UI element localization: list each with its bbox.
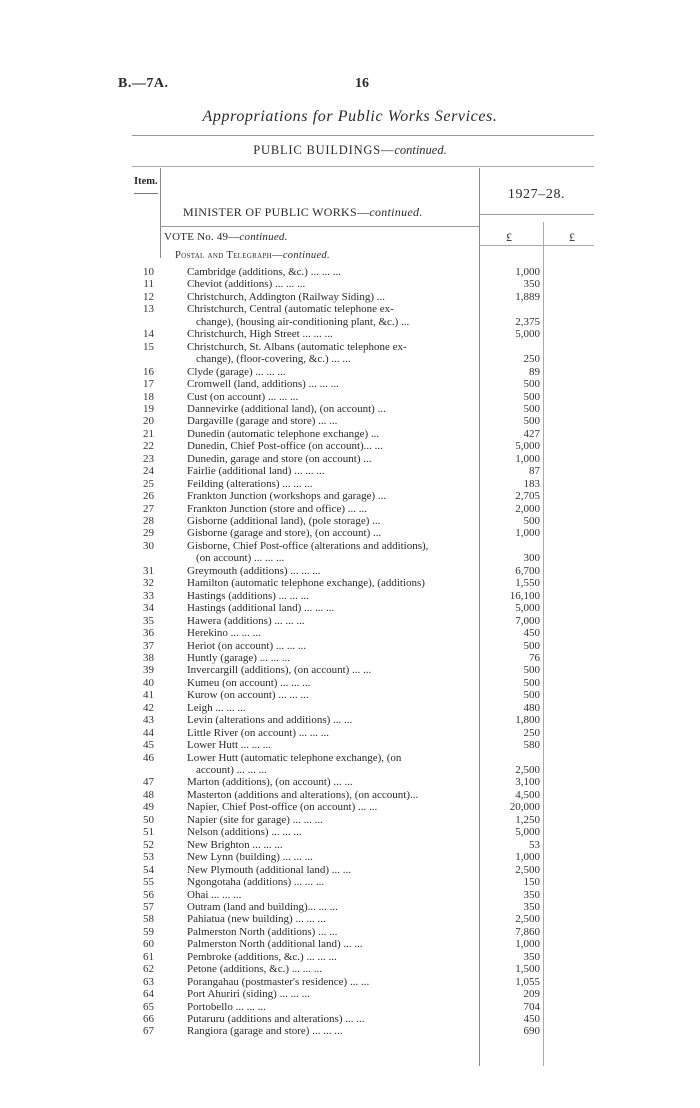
year-header: 1927–28. [507, 187, 566, 202]
item-amount: 1,000 [515, 266, 540, 278]
item-description: Greymouth (additions) ... ... ... [187, 564, 321, 577]
item-description: Cust (on account) ... ... ... [187, 390, 299, 403]
item-description: Lower Hutt (automatic telephone exchange), (on [187, 751, 402, 764]
item-number: 65 [143, 1000, 154, 1013]
item-number: 51 [143, 826, 154, 839]
item-description: Feilding (alterations) ... ... ... [187, 477, 313, 490]
item-number: 28 [143, 515, 154, 527]
item-description: Palmerston North (additional land) ... ... [187, 938, 363, 951]
item-column-header: Item. [134, 176, 158, 187]
item-description: Hastings (additional land) ... ... ... [187, 602, 335, 615]
subtitle-main: PUBLIC BUILDINGS— [253, 143, 395, 157]
item-amount: 5,000 [515, 328, 540, 341]
item-amount: 500 [523, 402, 540, 415]
item-description: Palmerston North (additions) ... ... [187, 925, 338, 938]
item-number: 64 [143, 988, 154, 1001]
table-row [0, 602, 700, 614]
currency-rule [479, 245, 594, 246]
item-description: Herekino ... ... ... [187, 627, 261, 640]
item-amount: 20,000 [509, 801, 540, 814]
item-number: 46 [143, 751, 154, 764]
minister-continued: continued. [369, 205, 423, 219]
item-amount: 1,055 [515, 975, 540, 988]
item-number: 16 [143, 365, 154, 378]
item-description: Dunedin, Chief Post-office (on account)... ... [187, 440, 383, 453]
table-row [0, 527, 700, 539]
table-row [0, 864, 700, 876]
item-number: 40 [143, 676, 154, 689]
item-amount: 427 [523, 427, 540, 440]
item-amount: 2,000 [515, 502, 540, 515]
item-number: 57 [143, 900, 154, 913]
item-description: Lower Hutt ... ... ... [187, 739, 272, 752]
item-number: 22 [143, 440, 154, 453]
minister-main: MINISTER OF PUBLIC WORKS— [183, 205, 370, 219]
table-row [0, 1013, 700, 1025]
table-row [0, 577, 700, 589]
table-row [0, 901, 700, 913]
item-amount: 5,000 [515, 826, 540, 839]
item-description: Dannevirke (additional land), (on account) ... [187, 402, 386, 415]
item-amount: 7,860 [515, 925, 540, 938]
item-number: 49 [143, 801, 154, 814]
table-row [0, 976, 700, 988]
item-amount: 500 [523, 664, 540, 677]
item-description: Frankton Junction (store and office) ... ... [187, 502, 368, 515]
item-description: change), (housing air-conditioning plant, &c.) ... [196, 315, 410, 328]
item-number: 21 [143, 427, 154, 440]
table-row [0, 615, 700, 627]
item-number: 44 [143, 726, 154, 739]
item-number: 24 [143, 465, 154, 478]
table-row [0, 826, 700, 838]
item-description: Christchurch, Addington (Railway Siding) ... [187, 290, 385, 303]
table-row [0, 951, 700, 963]
item-number: 47 [143, 776, 154, 789]
item-description: Port Ahuriri (siding) ... ... ... [187, 988, 310, 1001]
subtitle-continued: continued. [394, 143, 447, 157]
item-description: Putaruru (additions and alterations) ... ... [187, 1013, 365, 1025]
item-number: 62 [143, 963, 154, 976]
item-description: Hamilton (automatic telephone exchange), (additions) [187, 577, 425, 590]
item-description: Nelson (additions) ... ... ... [187, 826, 302, 839]
item-number: 39 [143, 664, 154, 677]
item-description: Levin (alterations and additions) ... ... [187, 714, 353, 727]
item-amount: 89 [529, 365, 540, 378]
item-number: 35 [143, 614, 154, 627]
table-row [0, 266, 700, 278]
table-row [0, 764, 700, 776]
item-amount: 3,100 [515, 776, 540, 789]
item-amount: 76 [529, 651, 540, 664]
item-amount: 350 [523, 900, 540, 913]
item-description: Invercargill (additions), (on account) ... ... [187, 664, 372, 677]
item-amount: 350 [523, 278, 540, 291]
item-description: Cambridge (additions, &c.) ... ... ... [187, 266, 341, 278]
item-number: 19 [143, 402, 154, 415]
item-number: 66 [143, 1013, 154, 1025]
item-number: 42 [143, 701, 154, 714]
item-number: 32 [143, 577, 154, 590]
item-amount: 500 [523, 390, 540, 403]
item-number: 29 [143, 527, 154, 540]
item-description: New Lynn (building) ... ... ... [187, 851, 313, 864]
table-row [0, 316, 700, 328]
item-amount: 300 [523, 552, 540, 565]
table-row [0, 328, 700, 340]
item-description: Pahiatua (new building) ... ... ... [187, 913, 326, 926]
item-number: 38 [143, 651, 154, 664]
item-description: Cromwell (land, additions) ... ... ... [187, 378, 339, 391]
item-description: New Brighton ... ... ... [187, 838, 283, 851]
table-row [0, 913, 700, 925]
item-description: Fairlie (additional land) ... ... ... [187, 465, 325, 478]
item-description: Gisborne (additional land), (pole storage) ... [187, 515, 381, 527]
item-description: Dargaville (garage and store) ... ... [187, 415, 338, 428]
item-description: Ohai ... ... ... [187, 888, 242, 901]
item-description: Kumeu (on account) ... ... ... [187, 676, 311, 689]
table-row [0, 503, 700, 515]
item-number: 60 [143, 938, 154, 951]
table-row [0, 440, 700, 452]
item-amount: 1,550 [515, 577, 540, 590]
table-row [0, 403, 700, 415]
item-number: 41 [143, 689, 154, 702]
document-code: B.—7A. [118, 76, 169, 91]
table-row [0, 278, 700, 290]
currency-symbol: £ [506, 230, 512, 244]
item-number: 26 [143, 490, 154, 503]
item-description: change), (floor-covering, &c.) ... ... [196, 353, 351, 366]
item-description: Gisborne, Chief Post-office (alterations and additions), [187, 539, 429, 552]
item-number: 11 [143, 278, 154, 291]
table-row [0, 889, 700, 901]
item-number: 61 [143, 950, 154, 963]
table-row [0, 465, 700, 477]
item-amount: 2,375 [515, 315, 540, 328]
item-amount: 2,500 [515, 764, 540, 776]
table-row [0, 453, 700, 465]
item-description: Kurow (on account) ... ... ... [187, 689, 309, 702]
item-amount: 480 [523, 701, 540, 714]
item-header-underline [134, 193, 158, 194]
item-number: 20 [143, 415, 154, 428]
item-description: Christchurch, Central (automatic telephone ex- [187, 303, 394, 316]
table-row [0, 752, 700, 764]
item-description: Christchurch, St. Albans (automatic telephone ex- [187, 340, 407, 353]
item-amount: 250 [523, 726, 540, 739]
item-amount: 7,000 [515, 614, 540, 627]
vote-heading [164, 231, 288, 243]
item-amount: 2,705 [515, 490, 540, 503]
item-number: 58 [143, 913, 154, 926]
item-description: Little River (on account) ... ... ... [187, 726, 330, 739]
item-amount: 500 [523, 378, 540, 391]
item-number: 33 [143, 589, 154, 602]
title-rule [132, 135, 594, 136]
item-description: Petone (additions, &c.) ... ... ... [187, 963, 323, 976]
table-top-rule [132, 166, 594, 167]
item-amount: 500 [523, 676, 540, 689]
item-amount: 704 [523, 1000, 540, 1013]
table-row [0, 366, 700, 378]
table-row [0, 415, 700, 427]
item-amount: 690 [523, 1025, 540, 1038]
table-row [0, 851, 700, 863]
currency-symbol: £ [569, 230, 575, 244]
table-row [0, 627, 700, 639]
item-amount: 209 [523, 988, 540, 1001]
section-main: Postal and Telegraph— [175, 250, 283, 261]
item-description: Portobello ... ... ... [187, 1000, 266, 1013]
item-amount: 1,000 [515, 452, 540, 465]
item-description: Frankton Junction (workshops and garage) ... [187, 490, 387, 503]
item-number: 63 [143, 975, 154, 988]
item-description: Dunedin (automatic telephone exchange) ... [187, 427, 380, 440]
table-row [0, 353, 700, 365]
item-number: 59 [143, 925, 154, 938]
item-description: Marton (additions), (on account) ... ... [187, 776, 353, 789]
table-row [0, 341, 700, 353]
item-amount: 150 [523, 876, 540, 889]
item-description: Outram (land and building)... ... ... [187, 900, 338, 913]
item-amount: 1,889 [515, 290, 540, 303]
item-amount: 350 [523, 950, 540, 963]
item-amount: 6,700 [515, 564, 540, 577]
item-description: Hastings (additions) ... ... ... [187, 589, 309, 602]
item-amount: 2,500 [515, 863, 540, 876]
minister-heading [183, 205, 423, 220]
page-number: 16 [355, 76, 369, 91]
table-row [0, 428, 700, 440]
item-amount: 500 [523, 515, 540, 527]
item-number: 48 [143, 788, 154, 801]
item-number: 15 [143, 340, 154, 353]
item-number: 17 [143, 378, 154, 391]
item-number: 45 [143, 739, 154, 752]
item-amount: 53 [529, 838, 540, 851]
table-row [0, 702, 700, 714]
table-row [0, 291, 700, 303]
item-amount: 250 [523, 353, 540, 366]
item-description: Gisborne (garage and store), (on account) ... [187, 527, 382, 540]
table-row [0, 963, 700, 975]
item-amount: 183 [523, 477, 540, 490]
table-row [0, 303, 700, 315]
table-row [0, 926, 700, 938]
item-number: 31 [143, 564, 154, 577]
item-description: account) ... ... ... [196, 764, 267, 776]
item-description: Dunedin, garage and store (on account) ... [187, 452, 372, 465]
item-number: 37 [143, 639, 154, 652]
item-description: Cheviot (additions) ... ... ... [187, 278, 306, 291]
item-description: Christchurch, High Street ... ... ... [187, 328, 333, 341]
table-row [0, 814, 700, 826]
item-amount: 5,000 [515, 602, 540, 615]
item-amount: 450 [523, 627, 540, 640]
item-number: 56 [143, 888, 154, 901]
table-row [0, 391, 700, 403]
section-continued: continued. [282, 250, 330, 261]
table-row [0, 565, 700, 577]
item-amount: 500 [523, 415, 540, 428]
table-row [0, 540, 700, 552]
item-amount: 2,500 [515, 913, 540, 926]
item-description: Masterton (additions and alterations), (on account)... [187, 788, 419, 801]
item-description: Rangiora (garage and store) ... ... ... [187, 1025, 343, 1038]
table-row [0, 938, 700, 950]
table-row [0, 378, 700, 390]
table-row [0, 776, 700, 788]
table-row [0, 839, 700, 851]
item-column-divider [160, 168, 161, 258]
item-amount: 1,250 [515, 813, 540, 826]
item-amount: 4,500 [515, 788, 540, 801]
table-row [0, 689, 700, 701]
item-description: Hawera (additions) ... ... ... [187, 614, 305, 627]
table-row [0, 801, 700, 813]
item-description: (on account) ... ... ... [196, 552, 285, 565]
item-number: 54 [143, 863, 154, 876]
item-description: Huntly (garage) ... ... ... [187, 651, 290, 664]
item-number: 18 [143, 390, 154, 403]
table-row [0, 988, 700, 1000]
item-number: 10 [143, 266, 154, 278]
item-description: Clyde (garage) ... ... ... [187, 365, 286, 378]
table-row [0, 789, 700, 801]
vote-rule [160, 226, 479, 227]
item-number: 30 [143, 539, 154, 552]
item-number: 12 [143, 290, 154, 303]
item-amount: 1,000 [515, 938, 540, 951]
item-description: Porangahau (postmaster's residence) ... ... [187, 975, 370, 988]
table-row [0, 490, 700, 502]
table-row [0, 664, 700, 676]
item-amount: 450 [523, 1013, 540, 1025]
table-row [0, 552, 700, 564]
item-amount: 500 [523, 689, 540, 702]
item-number: 67 [143, 1025, 154, 1038]
table-row [0, 652, 700, 664]
item-description: Pembroke (additions, &c.) ... ... ... [187, 950, 337, 963]
page-title: Appropriations for Public Works Services. [202, 108, 498, 125]
item-amount: 16,100 [509, 589, 540, 602]
table-row [0, 876, 700, 888]
section-heading [175, 250, 330, 261]
table-row [0, 478, 700, 490]
item-description: New Plymouth (additional land) ... ... [187, 863, 352, 876]
item-description: Napier, Chief Post-office (on account) ... ... [187, 801, 378, 814]
table-row [0, 1001, 700, 1013]
item-amount: 5,000 [515, 440, 540, 453]
year-header-rule [479, 214, 594, 215]
item-number: 36 [143, 627, 154, 640]
table-row [0, 1025, 700, 1037]
item-amount: 580 [523, 739, 540, 752]
item-description: Heriot (on account) ... ... ... [187, 639, 307, 652]
item-description: Ngongotaha (additions) ... ... ... [187, 876, 325, 889]
section-subtitle [0, 143, 700, 158]
item-number: 25 [143, 477, 154, 490]
item-number: 34 [143, 602, 154, 615]
item-number: 23 [143, 452, 154, 465]
item-number: 13 [143, 303, 154, 316]
item-number: 27 [143, 502, 154, 515]
item-amount: 500 [523, 639, 540, 652]
item-amount: 350 [523, 888, 540, 901]
item-amount: 1,800 [515, 714, 540, 727]
vote-continued: continued. [239, 231, 288, 243]
table-row [0, 590, 700, 602]
item-description: Leigh ... ... ... [187, 701, 246, 714]
item-number: 55 [143, 876, 154, 889]
table-row [0, 727, 700, 739]
vote-main: VOTE No. 49— [164, 231, 240, 243]
item-description: Napier (site for garage) ... ... ... [187, 813, 323, 826]
table-row [0, 739, 700, 751]
table-row [0, 515, 700, 527]
item-number: 43 [143, 714, 154, 727]
item-number: 52 [143, 838, 154, 851]
table-row [0, 677, 700, 689]
item-amount: 87 [529, 465, 540, 478]
item-number: 53 [143, 851, 154, 864]
item-number: 50 [143, 813, 154, 826]
item-number: 14 [143, 328, 154, 341]
item-amount: 1,000 [515, 527, 540, 540]
table-row [0, 714, 700, 726]
item-amount: 1,500 [515, 963, 540, 976]
table-row [0, 640, 700, 652]
item-amount: 1,000 [515, 851, 540, 864]
